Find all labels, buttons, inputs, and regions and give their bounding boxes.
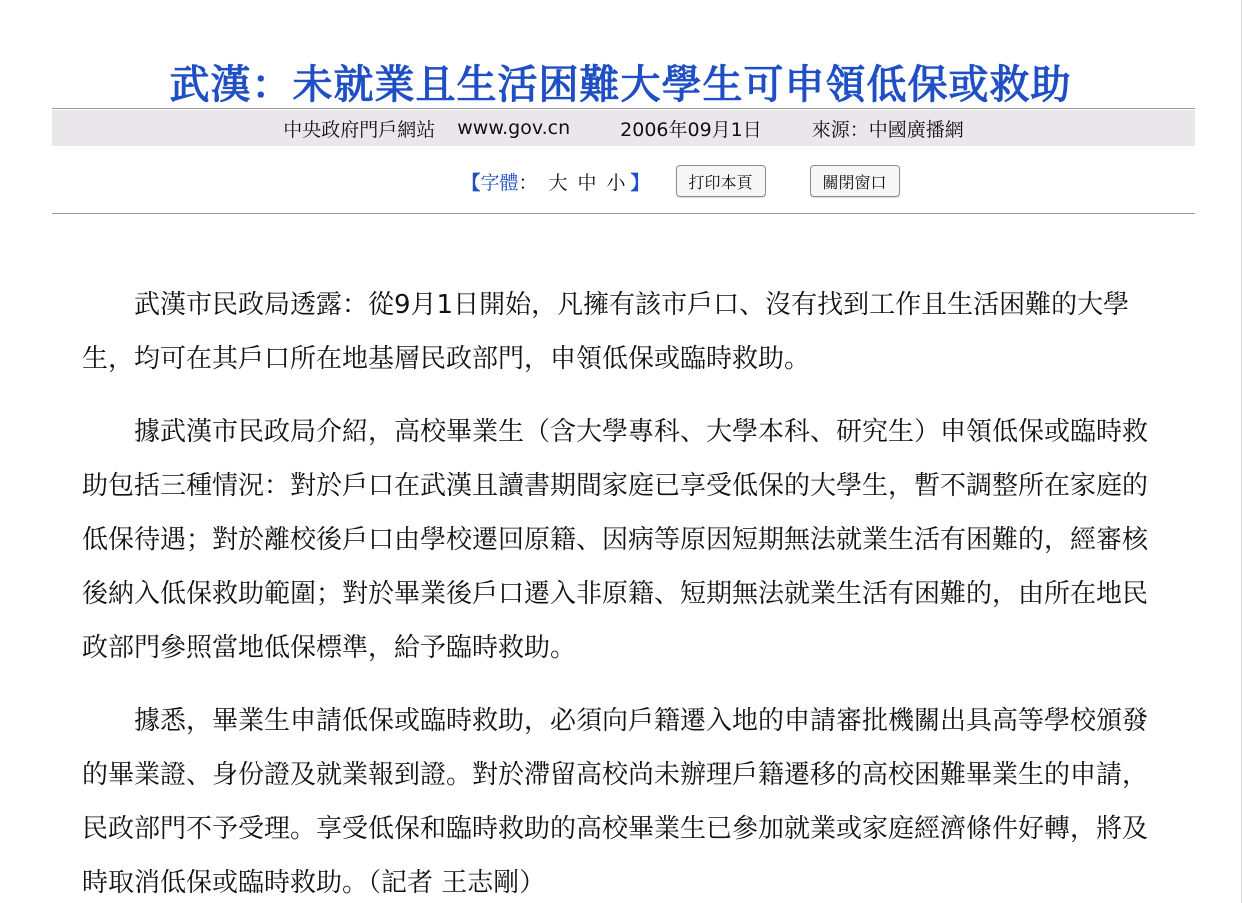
header-divider-bottom bbox=[52, 213, 1195, 214]
article-paragraph: 據悉，畢業生申請低保或臨時救助，必須向戶籍遷入地的申請審批機關出具高等學校頒發的畢業證、身份證及就業報到證。對於滯留高校尚未辦理戶籍遷移的高校困難畢業生的申請，民政部門不予受理。享受低保和臨時救助的高校畢業生已參加就業或家庭經濟條件好轉，將及時取消低保或臨時救助。（記者 王志剛） bbox=[82, 706, 1149, 898]
meta-site-name: 中央政府門戶網站 bbox=[283, 118, 436, 141]
font-size-selector bbox=[461, 168, 649, 195]
font-size-bracket-open: 【 bbox=[461, 171, 481, 194]
font-size-bracket-close: 】 bbox=[630, 171, 650, 194]
print-page-button[interactable]: 打印本頁 bbox=[676, 165, 766, 197]
article-body bbox=[82, 278, 1160, 903]
article-paragraph: 武漢市民政局透露：從9月1日開始，凡擁有該市戶口、沒有找到工作且生活困難的大學生，均可在其戶口所在地基層民政部門，申領低保或臨時救助。 bbox=[82, 290, 1130, 374]
font-size-medium-option[interactable]: 中 bbox=[577, 171, 597, 194]
font-size-colon: ： bbox=[518, 171, 538, 194]
meta-source: 來源：中國廣播網 bbox=[811, 118, 964, 141]
article-toolbar bbox=[0, 160, 1241, 202]
close-window-button[interactable]: 關閉窗口 bbox=[810, 165, 900, 197]
meta-publish-date: 2006年09月1日 bbox=[620, 118, 762, 141]
article-meta-bar bbox=[52, 110, 1195, 146]
article-paragraph: 據武漢市民政局介紹，高校畢業生（含大學專科、大學本科、研究生）申領低保或臨時救助包括三種情況：對於戶口在武漢且讀書期間家庭已享受低保的大學生，暫不調整所在家庭的低保待遇；對於離校後戶口由學校遷回原籍、因病等原因短期無法就業生活有困難的，經審核後納入低保救助範圍；對於畢業後戶口遷入非原籍、短期無法就業生活有困難的，由所在地民政部門參照當地低保標準，給予臨時救助。 bbox=[82, 417, 1149, 663]
meta-site-url: www.gov.cn bbox=[457, 117, 571, 139]
article-title: 武漢：未就業且生活困難大學生可申領低保或救助 bbox=[169, 61, 1072, 108]
font-size-small-option[interactable]: 小 bbox=[606, 171, 626, 194]
font-size-label: 字體 bbox=[480, 171, 519, 194]
font-size-large-option[interactable]: 大 bbox=[548, 171, 568, 194]
header-divider-top bbox=[52, 108, 1195, 109]
